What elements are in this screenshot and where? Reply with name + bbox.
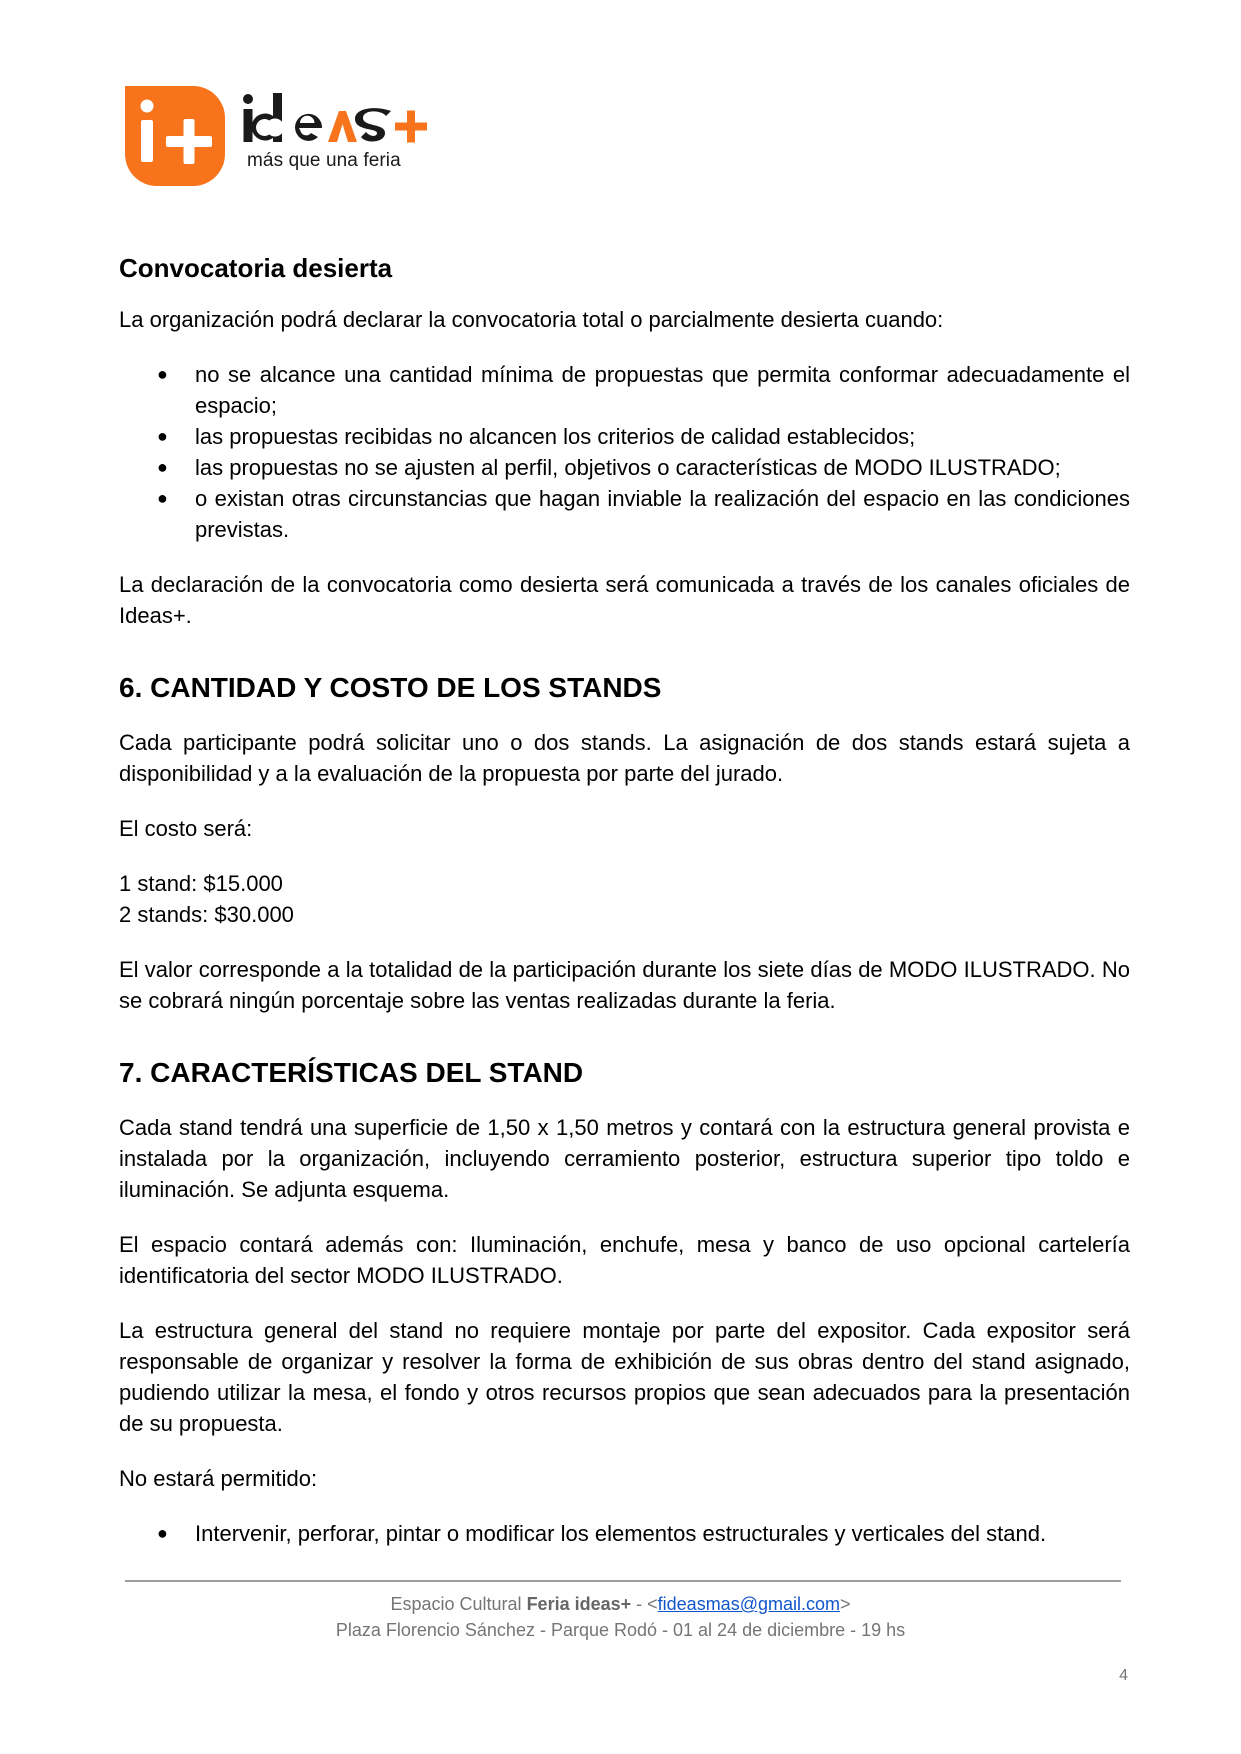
- not-allowed-list: [119, 1518, 1130, 1549]
- ideas-logo: [125, 86, 445, 190]
- price-two-stands: 2 stands: $30.000: [119, 902, 294, 927]
- bullet-icon: ●: [157, 488, 168, 508]
- convocatoria-bullet-list: [119, 359, 1130, 545]
- list-item: [119, 483, 1130, 545]
- bullet-icon: ●: [157, 426, 168, 446]
- convocatoria-intro: La organización podrá declarar la convocatoria total o parcialmente desierta cuando:: [119, 307, 944, 332]
- footer-separator: - <: [631, 1594, 658, 1614]
- list-item-text: Intervenir, perforar, pintar o modificar los elementos estructurales y verticales del stand.: [195, 1521, 1047, 1546]
- footer-line-1: [0, 1593, 1241, 1615]
- list-item: [119, 359, 1130, 421]
- price-one-stand: 1 stand: $15.000: [119, 871, 283, 896]
- footer-line-2: Plaza Florencio Sánchez - Parque Rodó - 01 al 24 de diciembre - 19 hs: [335, 1620, 906, 1640]
- bullet-icon: ●: [157, 1523, 168, 1543]
- ideas-logo-mark-icon: [125, 86, 225, 186]
- section-7-paragraph-1: Cada stand tendrá una superficie de 1,50 x 1,50 metros y contará con la estructura general provista e instalada por la organización, incluyendo cerramiento posterior, estructura superior tipo toldo e iluminación. Se adjunta esquema.: [119, 1115, 1130, 1202]
- bullet-icon: ●: [157, 364, 168, 384]
- list-item-text: no se alcance una cantidad mínima de propuestas que permita conformar adecuadamente el espacio;: [195, 362, 1130, 418]
- section-6-paragraph-1: Cada participante podrá solicitar uno o dos stands. La asignación de dos stands estará sujeta a disponibilidad y a la evaluación de la propuesta por parte del jurado.: [119, 730, 1130, 786]
- not-allowed-label: No estará permitido:: [119, 1466, 318, 1491]
- document-body: [119, 252, 1130, 1573]
- cost-label: El costo será:: [119, 816, 253, 841]
- logo-tagline: más que una feria: [247, 150, 401, 171]
- section-6-paragraph-2: El valor corresponde a la totalidad de la participación durante los siete días de MODO ILUSTRADO. No se cobrará ningún porcentaje sobre las ventas realizadas durante la feria.: [119, 957, 1130, 1013]
- section-7-title: 7. CARACTERÍSTICAS DEL STAND: [119, 1057, 584, 1088]
- list-item-text: las propuestas no se ajusten al perfil, objetivos o características de MODO ILUSTRADO;: [195, 455, 1061, 480]
- footer-venue: Espacio Cultural: [390, 1594, 527, 1614]
- section-7-paragraph-2: El espacio contará además con: Iluminación, enchufe, mesa y banco de uso opcional cartelería identificatoria del sector MODO ILUSTRADO.: [119, 1232, 1130, 1288]
- convocatoria-title: Convocatoria desierta: [119, 253, 393, 283]
- footer-email-link[interactable]: fideasmas@gmail.com: [657, 1594, 840, 1614]
- footer-fair-name: Feria ideas+: [526, 1594, 632, 1614]
- page-number: 4: [1119, 1667, 1128, 1684]
- list-item: [119, 452, 1130, 483]
- bullet-icon: ●: [157, 457, 168, 477]
- list-item-text: las propuestas recibidas no alcancen los criterios de calidad establecidos;: [195, 424, 916, 449]
- convocatoria-closing: La declaración de la convocatoria como desierta será comunicada a través de los canales oficiales de Ideas+.: [119, 572, 1130, 628]
- ideas-logo-wordmark: [242, 87, 442, 147]
- list-item: [119, 421, 1130, 452]
- list-item-text: o existan otras circunstancias que hagan inviable la realización del espacio en las condiciones previstas.: [195, 486, 1130, 542]
- footer-divider: [125, 1580, 1121, 1582]
- section-6-title: 6. CANTIDAD Y COSTO DE LOS STANDS: [119, 672, 662, 703]
- footer-bracket: >: [840, 1594, 851, 1614]
- list-item: [119, 1518, 1130, 1549]
- section-7-paragraph-3: La estructura general del stand no requiere montaje por parte del expositor. Cada expositor será responsable de organizar y resolver la forma de exhibición de sus obras dentro del stand asignado, pudiendo utilizar la mesa, el fondo y otros recursos propios que sean adecuados para la presentación de su propuesta.: [119, 1318, 1130, 1436]
